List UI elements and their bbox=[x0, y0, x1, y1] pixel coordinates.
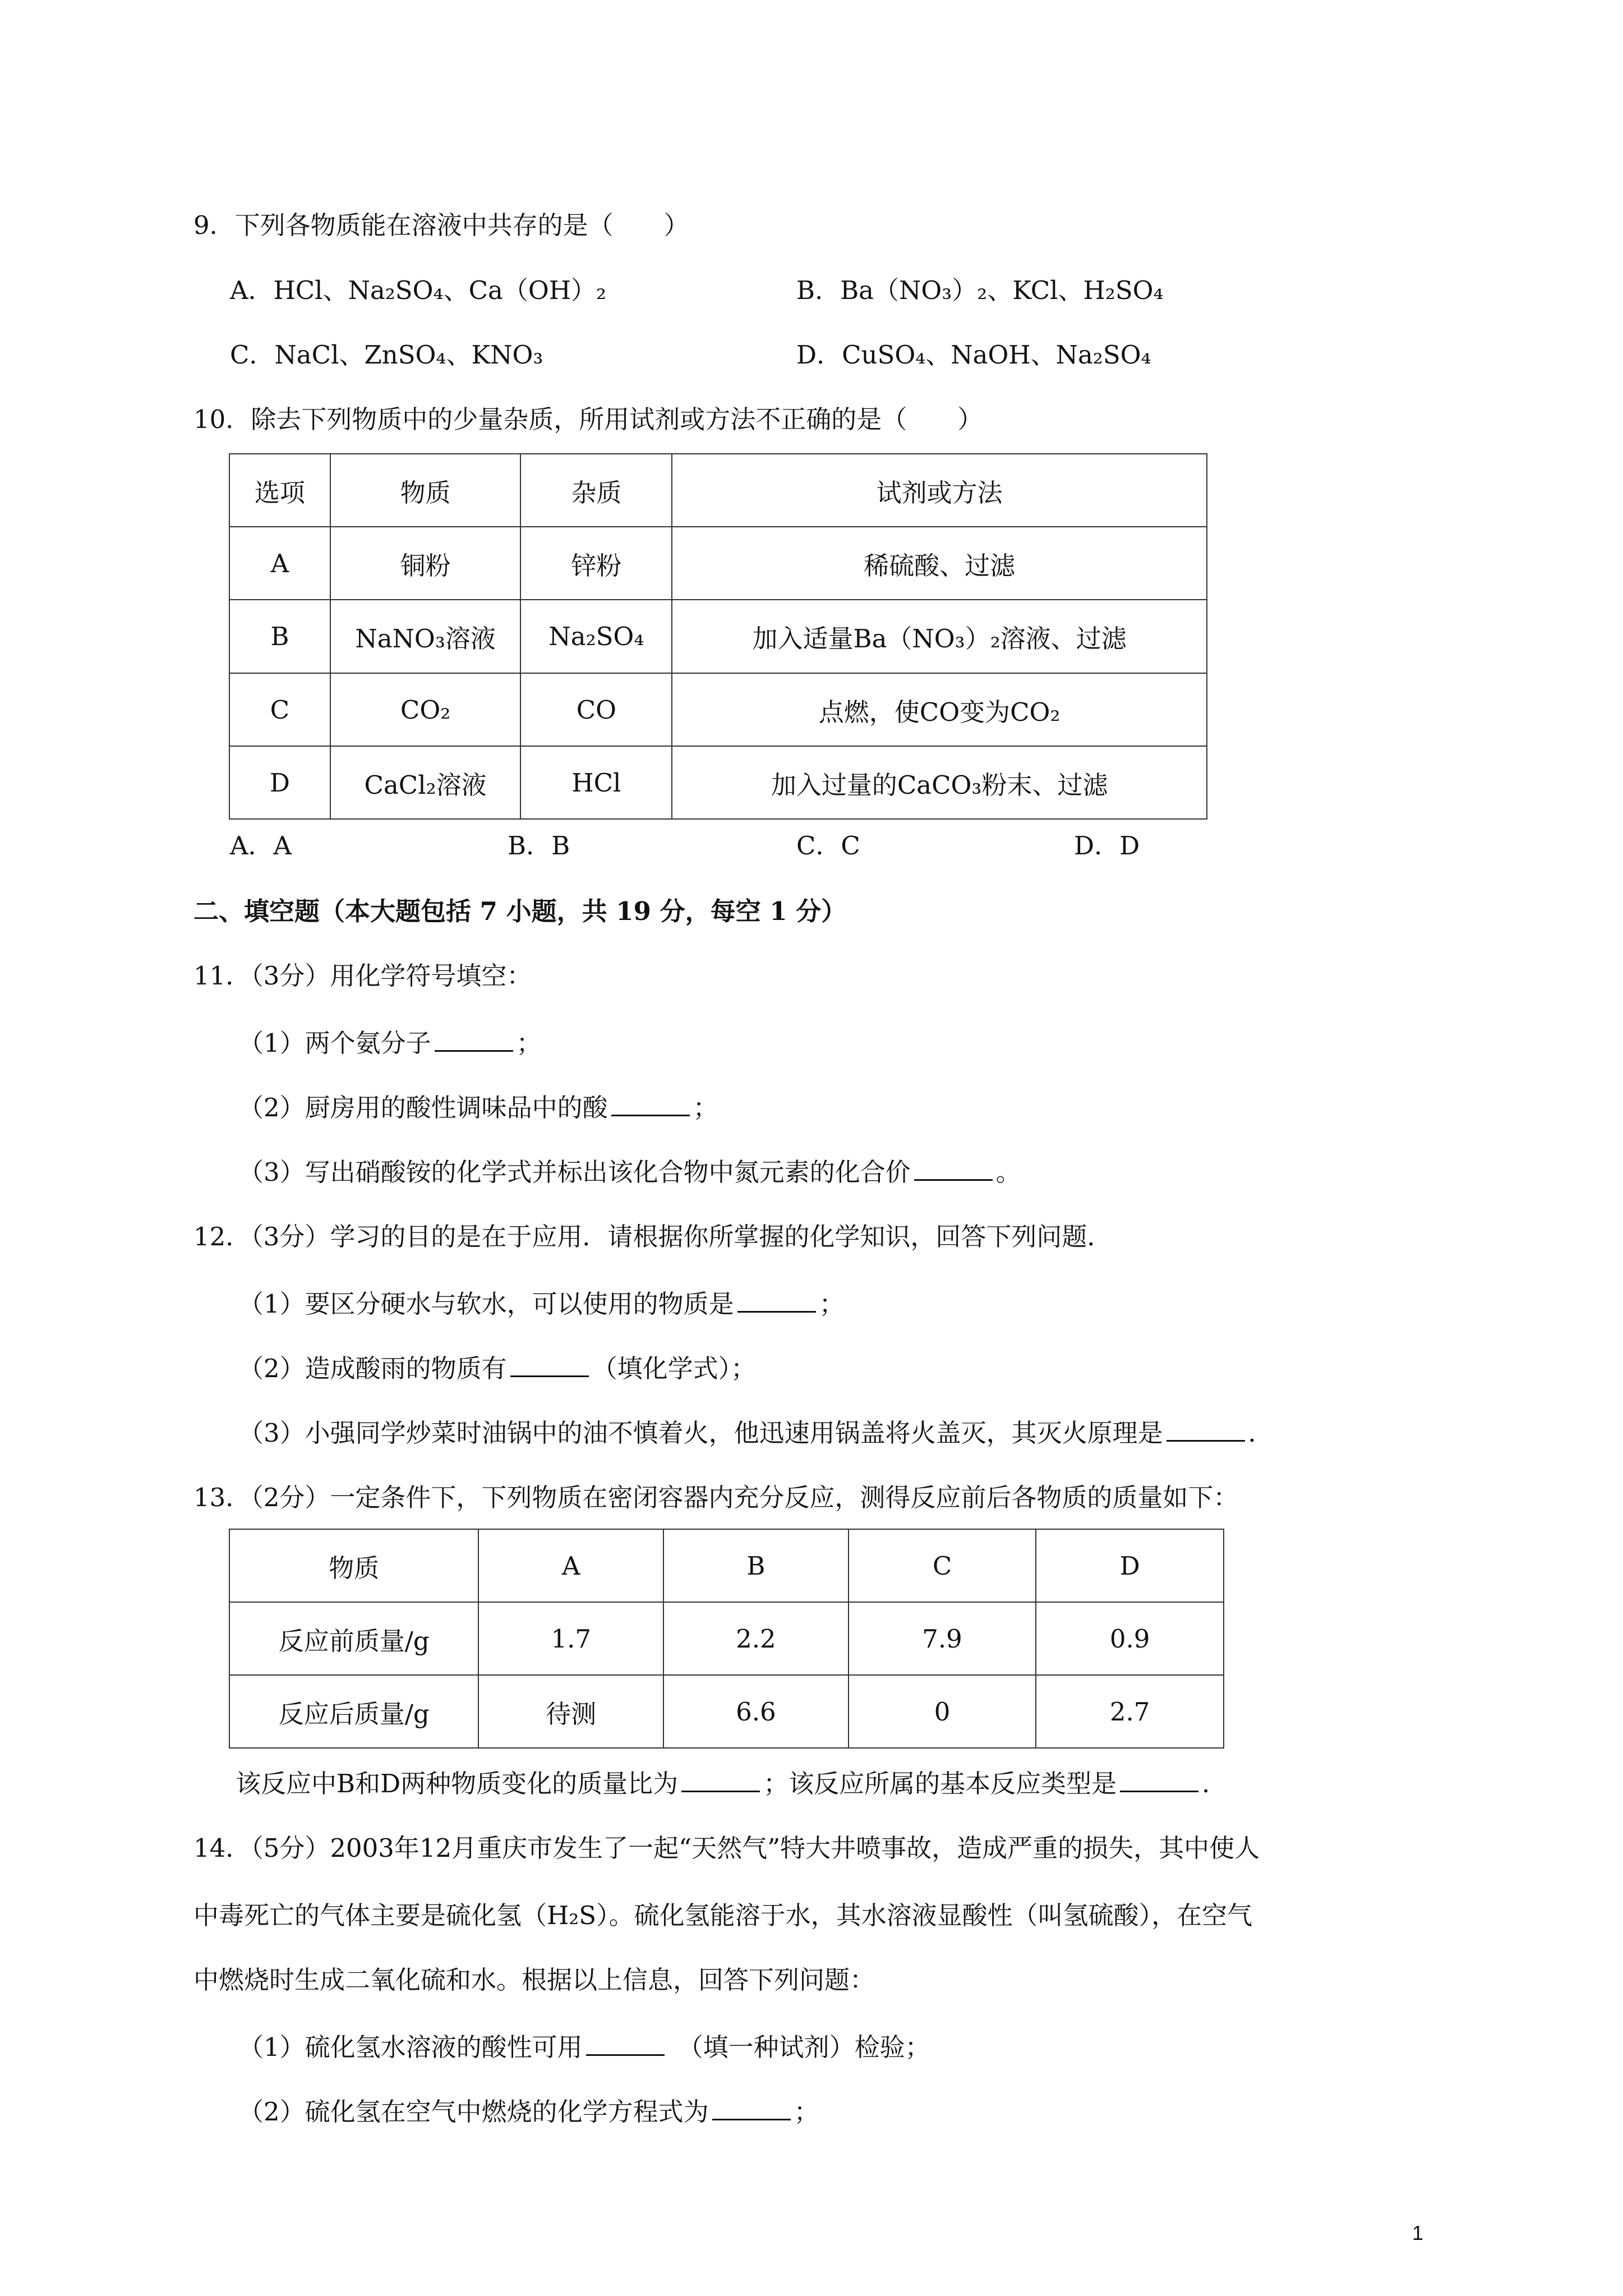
q14-part2 bbox=[238, 2095, 819, 2129]
q9-stem: 9．下列各物质能在溶液中共存的是（ ） bbox=[193, 210, 689, 240]
answer-blank[interactable] bbox=[737, 1289, 816, 1313]
table-cell: CO₂ bbox=[330, 673, 521, 746]
table-cell: 锌粉 bbox=[520, 527, 672, 600]
answer-blank[interactable] bbox=[510, 1353, 589, 1377]
q11-part2-text: （2）厨房用的酸性调味品中的酸 bbox=[238, 1093, 608, 1122]
answer-blank[interactable] bbox=[914, 1157, 993, 1181]
table-cell: 1.7 bbox=[478, 1602, 663, 1675]
answer-blank[interactable] bbox=[611, 1092, 690, 1116]
q13-header-cell: C bbox=[849, 1529, 1036, 1602]
q11-part1-end: ； bbox=[516, 1028, 542, 1058]
q10-option-a: A．A bbox=[230, 831, 292, 861]
q14-part2-end: ； bbox=[794, 2097, 819, 2127]
q10-table-header-row bbox=[229, 454, 1207, 527]
table-cell: 6.6 bbox=[663, 1675, 849, 1748]
q11-part3-text: （3）写出硝酸铵的化学式并标出该化合物中氮元素的化合价 bbox=[238, 1157, 911, 1187]
q13-header-cell: A bbox=[478, 1529, 663, 1602]
answer-blank[interactable] bbox=[681, 1768, 760, 1792]
q11-stem: 11．（3分）用化学符号填空： bbox=[193, 961, 532, 991]
q13-header-cell: 物质 bbox=[229, 1529, 478, 1602]
q11-part1 bbox=[238, 1027, 542, 1060]
q12-part2-text: （2）造成酸雨的物质有 bbox=[238, 1354, 507, 1383]
table-cell: CO bbox=[520, 673, 672, 746]
answer-blank[interactable] bbox=[586, 2032, 665, 2056]
q11-part3-end: 。 bbox=[995, 1157, 1021, 1187]
q13-followup bbox=[236, 1767, 1227, 1801]
q10-header-cell: 物质 bbox=[330, 454, 521, 527]
q12-part3-end: ． bbox=[1248, 1418, 1274, 1448]
table-row bbox=[229, 746, 1207, 819]
table-cell: CaCl₂溶液 bbox=[330, 746, 521, 819]
table-cell: A bbox=[229, 527, 330, 600]
q12-part1 bbox=[238, 1287, 845, 1321]
q10-header-cell: 选项 bbox=[229, 454, 330, 527]
table-row bbox=[229, 1675, 1224, 1748]
table-cell: 7.9 bbox=[849, 1602, 1036, 1675]
table-cell: 加入过量的CaCO₃粉末、过滤 bbox=[672, 746, 1207, 819]
table-cell: 加入适量Ba（NO₃）₂溶液、过滤 bbox=[672, 600, 1207, 673]
table-cell: 反应前质量/g bbox=[229, 1602, 478, 1675]
q11-part1-text: （1）两个氨分子 bbox=[238, 1028, 431, 1058]
q14-part1-text: （1）硫化氢水溶液的酸性可用 bbox=[238, 2032, 583, 2062]
q10-header-cell: 杂质 bbox=[520, 454, 672, 527]
table-cell: C bbox=[229, 673, 330, 746]
q14-part1 bbox=[238, 2031, 930, 2064]
table-row bbox=[229, 1602, 1224, 1675]
q13-table bbox=[229, 1529, 1224, 1749]
q14-line2: 中毒死亡的气体主要是硫化氢（H₂S）。硫化氢能溶于水，其水溶液显酸性（叫氢硫酸），在空气 bbox=[193, 1901, 1253, 1930]
table-cell: 稀硫酸、过滤 bbox=[672, 527, 1207, 600]
q14-line3: 中燃烧时生成二氧化硫和水。根据以上信息，回答下列问题： bbox=[193, 1965, 875, 1995]
q12-part2-end: （填化学式）； bbox=[592, 1354, 757, 1383]
table-cell: 0.9 bbox=[1036, 1602, 1224, 1675]
table-cell: D bbox=[229, 746, 330, 819]
answer-blank[interactable] bbox=[435, 1028, 513, 1052]
table-cell: 2.2 bbox=[663, 1602, 849, 1675]
table-cell: 铜粉 bbox=[330, 527, 521, 600]
table-cell: 点燃，使CO变为CO₂ bbox=[672, 673, 1207, 746]
q11-part2-end: ； bbox=[693, 1093, 718, 1122]
q14-part2-text: （2）硫化氢在空气中燃烧的化学方程式为 bbox=[238, 2097, 709, 2127]
q11-part3 bbox=[238, 1156, 1021, 1189]
q10-option-c: C．C bbox=[796, 831, 860, 861]
answer-blank[interactable] bbox=[712, 2096, 791, 2120]
q13-stem: 13．（2分）一定条件下，下列物质在密闭容器内充分反应，测得反应前后各物质的质量如下： bbox=[193, 1483, 1239, 1512]
q10-option-b: B．B bbox=[508, 831, 570, 861]
table-cell: 0 bbox=[849, 1675, 1036, 1748]
q9-option-b: B．Ba（NO₃）₂、KCl、H₂SO₄ bbox=[796, 275, 1164, 305]
table-cell: NaNO₃溶液 bbox=[330, 600, 521, 673]
q9-option-c: C．NaCl、ZnSO₄、KNO₃ bbox=[230, 340, 543, 370]
q9-option-d: D．CuSO₄、NaOH、Na₂SO₄ bbox=[796, 340, 1151, 370]
q12-part3-text: （3）小强同学炒菜时油锅中的油不慎着火，他迅速用锅盖将火盖灭，其灭火原理是 bbox=[238, 1418, 1163, 1448]
q12-stem: 12．（3分）学习的目的是在于应用．请根据你所掌握的化学知识，回答下列问题． bbox=[193, 1222, 1113, 1251]
table-cell: 待测 bbox=[478, 1675, 663, 1748]
table-row bbox=[229, 600, 1207, 673]
section-title: 二、填空题（本大题包括 7 小题，共 19 分，每空 1 分） bbox=[193, 896, 847, 926]
table-cell: Na₂SO₄ bbox=[520, 600, 672, 673]
answer-blank[interactable] bbox=[1166, 1418, 1245, 1442]
q10-table bbox=[229, 453, 1207, 820]
q14-part1-end: （填一种试剂）检验； bbox=[677, 2032, 930, 2062]
answer-blank[interactable] bbox=[1120, 1768, 1198, 1792]
q12-part1-text: （1）要区分硬水与软水，可以使用的物质是 bbox=[238, 1289, 734, 1319]
table-cell: HCl bbox=[520, 746, 672, 819]
page-number: 1 bbox=[1412, 2221, 1424, 2244]
table-cell: 2.7 bbox=[1036, 1675, 1224, 1748]
q13-followup-text-c: ． bbox=[1202, 1769, 1228, 1798]
table-cell: B bbox=[229, 600, 330, 673]
q9-option-a: A．HCl、Na₂SO₄、Ca（OH）₂ bbox=[230, 275, 607, 305]
table-row bbox=[229, 527, 1207, 600]
q13-followup-text-b: ；该反应所属的基本反应类型是 bbox=[763, 1769, 1117, 1798]
q10-stem: 10．除去下列物质中的少量杂质，所用试剂或方法不正确的是（ ） bbox=[193, 404, 983, 434]
q10-option-d: D．D bbox=[1074, 831, 1140, 861]
q14-line1: 14．（5分）2003年12月重庆市发生了一起“天然气”特大井喷事故，造成严重的损失，其中使人 bbox=[193, 1833, 1260, 1863]
q13-followup-text-a: 该反应中B和D两种物质变化的质量比为 bbox=[236, 1769, 679, 1798]
table-row bbox=[229, 673, 1207, 746]
q12-part3 bbox=[238, 1416, 1274, 1450]
q13-header-cell: B bbox=[663, 1529, 849, 1602]
q13-header-cell: D bbox=[1036, 1529, 1224, 1602]
q13-table-header-row bbox=[229, 1529, 1224, 1602]
q12-part1-end: ； bbox=[819, 1289, 845, 1319]
q11-part2 bbox=[238, 1091, 718, 1125]
q12-part2 bbox=[238, 1352, 756, 1386]
q10-header-cell: 试剂或方法 bbox=[672, 454, 1207, 527]
table-cell: 反应后质量/g bbox=[229, 1675, 478, 1748]
